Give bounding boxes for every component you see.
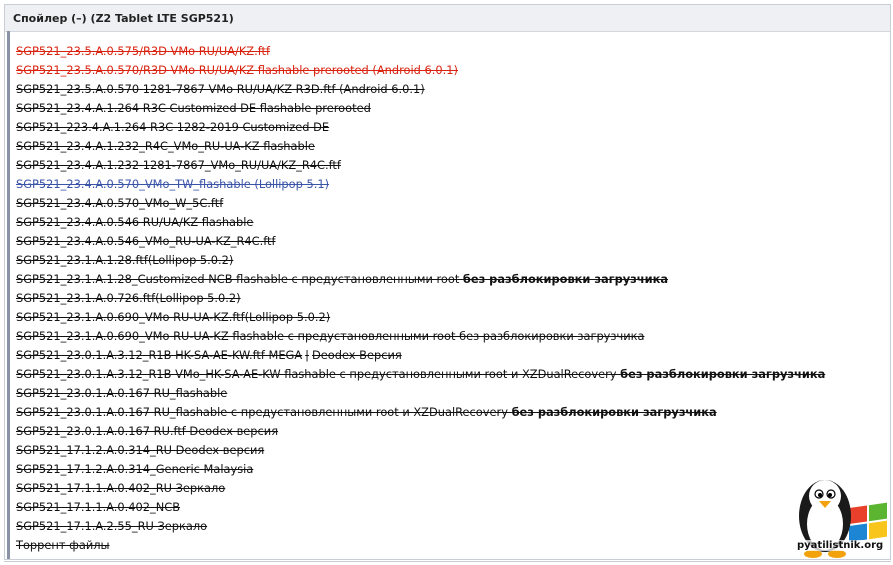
firmware-link-text: SGP521_23.5.A.0.575/R3D VMo RU/UA/KZ.ftf: [16, 44, 271, 58]
firmware-link[interactable]: [16, 403, 890, 422]
firmware-link-text: SGP521_23.4.A.0.570_VMo_TW_flashable (Lollipop 5.1): [16, 177, 330, 191]
firmware-link[interactable]: [16, 346, 890, 365]
firmware-link[interactable]: [16, 517, 890, 536]
firmware-link-text: SGP521_23.0.1.A.3.12_R1B HK-SA-AE-KW.ftf MEGA: [16, 348, 303, 362]
firmware-link-text: SGP521_23.0.1.A.0.167 RU.ftf Deodex версия: [16, 424, 279, 438]
firmware-link-text: SGP521_17.1.1.A.0.402_NCB: [16, 500, 181, 514]
firmware-link[interactable]: [16, 99, 890, 118]
firmware-link[interactable]: [16, 308, 890, 327]
firmware-link-note: без разблокировки загрузчика: [511, 405, 717, 419]
firmware-link-text: SGP521_23.1.A.1.28_Customized NCB flashable с предустановленными root: [16, 272, 463, 286]
firmware-link[interactable]: [16, 232, 890, 251]
firmware-link-text: SGP521_17.1.A.2.55_RU Зеркало: [16, 519, 208, 533]
firmware-link-text: SGP521_17.1.1.A.0.402_RU Зеркало: [16, 481, 226, 495]
firmware-link-text: SGP521_23.5.A.0.570 1281-7867 VMo RU/UA/KZ R3D.ftf (Android 6.0.1): [16, 82, 425, 96]
firmware-link[interactable]: [16, 289, 890, 308]
firmware-link-text: SGP521_23.0.1.A.0.167 RU_flashable с предустановленными root и XZDualRecovery: [16, 405, 512, 419]
spoiler-header[interactable]: [5, 5, 890, 32]
spoiler-block: [4, 4, 891, 560]
firmware-link-text: Торрент файлы: [16, 538, 110, 552]
firmware-link-text: SGP521_23.4.A.0.546_VMo_RU-UA-KZ_R4C.ftf: [16, 234, 276, 248]
firmware-link[interactable]: [16, 498, 890, 517]
firmware-link[interactable]: [16, 156, 890, 175]
divider: [4, 561, 891, 562]
firmware-link[interactable]: [16, 251, 890, 270]
firmware-link-text: SGP521_223.4.A.1.264 R3C 1282-2019 Customized DE: [16, 120, 330, 134]
firmware-link-text: SGP521_23.0.1.A.3.12_R1B VMo_HK-SA-AE-KW flashable с предустановленными root и XZDualRecovery: [16, 367, 621, 381]
firmware-link-text: SGP521_17.1.2.A.0.314_Generic Malaysia: [16, 462, 254, 476]
firmware-link[interactable]: [16, 536, 890, 555]
firmware-link[interactable]: [16, 194, 890, 213]
firmware-link[interactable]: [16, 213, 890, 232]
firmware-link-text: SGP521_23.4.A.0.546 RU/UA/KZ flashable: [16, 215, 254, 229]
firmware-link[interactable]: [16, 384, 890, 403]
firmware-link-text: SGP521_23.4.A.1.232_R4C_VMo_RU-UA-KZ flashable: [16, 139, 315, 153]
firmware-link[interactable]: [16, 327, 890, 346]
firmware-link-extra[interactable]: Deodex Версия: [312, 348, 402, 362]
firmware-link[interactable]: [16, 137, 890, 156]
firmware-link-text: SGP521_17.1.2.A.0.314_RU Deodex версия: [16, 443, 265, 457]
spoiler-content: [7, 31, 890, 559]
firmware-link-text: SGP521_23.4.A.1.264 R3C Customized DE flashable prerooted: [16, 101, 371, 115]
firmware-link[interactable]: [16, 422, 890, 441]
firmware-link-text: SGP521_23.1.A.0.726.ftf(Lollipop 5.0.2): [16, 291, 241, 305]
watermark-text: pyatilistnik.org: [797, 540, 884, 551]
firmware-link[interactable]: [16, 441, 890, 460]
firmware-link-note: без разблокировки загрузчика: [620, 367, 826, 381]
firmware-link[interactable]: [16, 80, 890, 99]
firmware-link-text: SGP521_23.1.A.0.690_VMo RU-UA-KZ.ftf(Lollipop 5.0.2): [16, 310, 331, 324]
spoiler-title[interactable]: Спойлер (–) (Z2 Tablet LTE SGP521): [13, 11, 234, 25]
firmware-link[interactable]: [16, 479, 890, 498]
firmware-link-note: без разблокировки загрузчика: [462, 272, 669, 286]
firmware-link-text: SGP521_23.5.A.0.570/R3D VMo RU/UA/KZ flashable prerooted (Android 6.0.1): [16, 63, 458, 77]
firmware-link-text: SGP521_23.4.A.1.232 1281-7867_VMo_RU/UA/KZ_R4C.ftf: [16, 158, 341, 172]
separator: |: [305, 348, 310, 362]
firmware-link[interactable]: [16, 460, 890, 479]
firmware-link-text: SGP521_23.1.A.1.28.ftf(Lollipop 5.0.2): [16, 253, 234, 267]
firmware-link-text: SGP521_23.4.A.0.570_VMo_W_5C.ftf: [16, 196, 224, 210]
firmware-link[interactable]: [16, 175, 890, 194]
firmware-link[interactable]: [16, 42, 890, 61]
firmware-link[interactable]: [16, 61, 890, 80]
firmware-link[interactable]: [16, 118, 890, 137]
firmware-link[interactable]: [16, 365, 890, 384]
firmware-link[interactable]: [16, 270, 890, 289]
firmware-link-text: SGP521_23.0.1.A.0.167 RU_flashable: [16, 386, 228, 400]
firmware-link-text: SGP521_23.1.A.0.690_VMo RU-UA-KZ flashable с предустановленными root без разблокировки загрузчика: [16, 329, 645, 343]
